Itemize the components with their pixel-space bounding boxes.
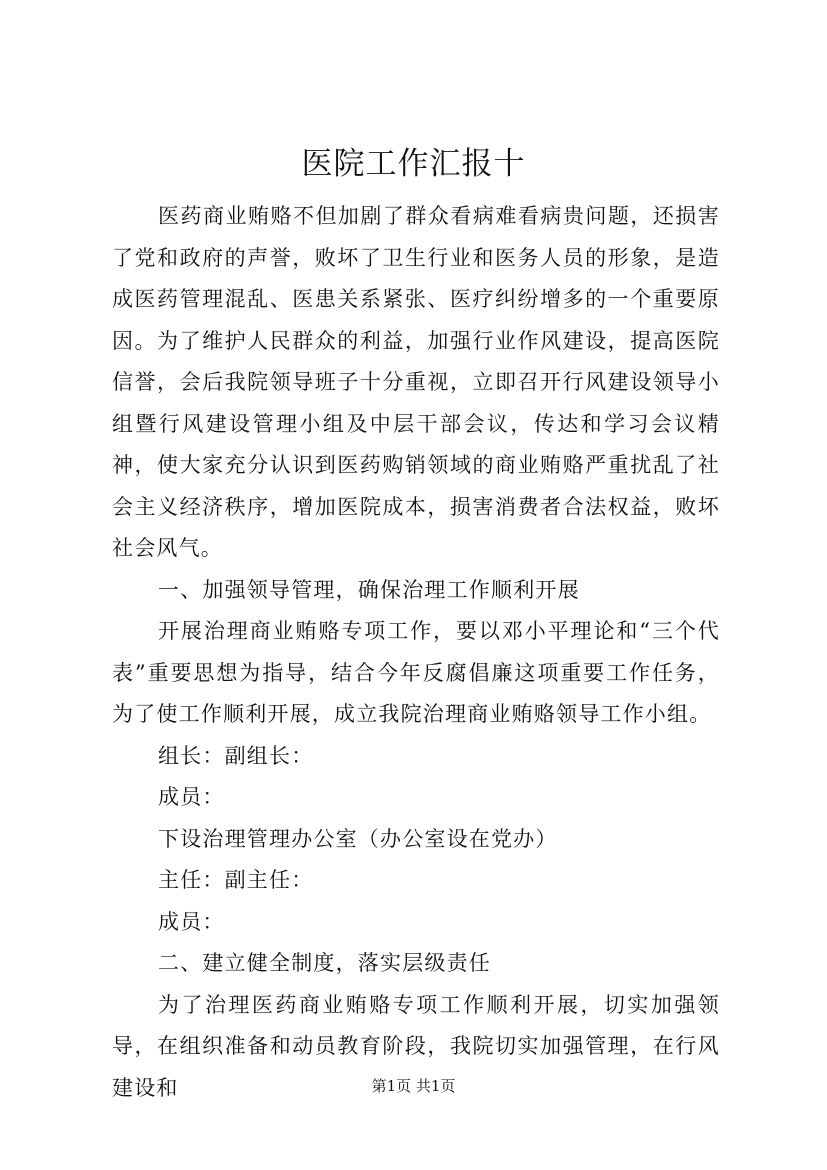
paragraph-director: 主任：副主任： [158, 868, 314, 892]
paragraph-section-2: 为了治理医药商业贿赂专项工作顺利开展，切实加强领导，在组织准备和动员教育阶段，我院切实加强管理，在行风建设和 [112, 992, 720, 1100]
section-heading-1: 一、加强领导管理，确保治理工作顺利开展 [158, 577, 580, 602]
document-body [112, 196, 720, 1109]
page-footer: 第1页 共1页 [371, 1077, 456, 1095]
paragraph-leader-list: 组长：副组长： [158, 743, 314, 768]
paragraph-members: 成员： [158, 785, 225, 809]
paragraph-office-members: 成员： [158, 909, 225, 934]
section-heading-2: 二、建立健全制度，落实层级责任 [158, 951, 491, 975]
document-title: 医院工作汇报十 [301, 146, 526, 182]
paragraph-section-1: 开展治理商业贿赂专项工作，要以邓小平理论和“三个代表”重要思想为指导，结合今年反腐倡廉这项重要工作任务，为了使工作顺利开展，成立我院治理商业贿赂领导工作小组。 [112, 619, 720, 726]
paragraph-intro: 医药商业贿赂不但加剧了群众看病难看病贵问题，还损害了党和政府的声誉，败坏了卫生行业和医务人员的形象，是造成医药管理混乱、医患关系紧张、医疗纠纷增多的一个重要原因。为了维护人民群众的利益，加强行业作风建设，提高医院信誉，会后我院领导班子十分重视，立即召开行风建设领导小组暨行风建设管理小组及中层干部会议，传达和学习会议精神，使大家充分认识到医药购销领域的商业贿赂严重扰乱了社会主义经济秩序，增加医院成本，损害消费者合法权益，败坏社会风气。 [112, 204, 720, 560]
paragraph-office: 下设治理管理办公室（办公室设在党办） [158, 826, 558, 851]
